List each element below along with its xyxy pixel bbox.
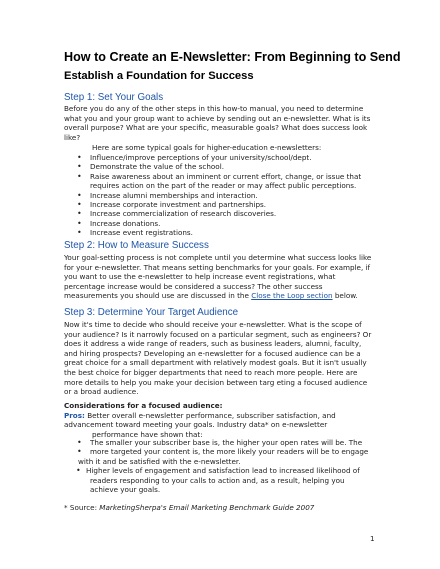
considerations-block [64,401,380,439]
step1-intro-line: Before you do any of the other steps in this how-to manual, you need to determine [64,104,364,113]
goals-list [64,153,384,238]
list-item-text: achieve your goals. [90,485,161,495]
list-item [64,191,384,200]
step1-list-intro [92,143,408,153]
paragraph-text: measurements you should use are discussed in the [64,291,249,301]
list-item-text: more targeted your content is, the more likely your readers will be to engage [90,447,369,457]
list-item [64,228,384,237]
step1-heading: Step 1: Set Your Goals [64,92,164,103]
list-item [64,219,384,228]
source-note [64,503,380,513]
list-item-text: The smaller your subscriber base is, the higher your open rates will be. The [90,438,363,447]
step3-body [64,320,380,397]
list-item-continued [64,476,384,485]
step1-intro-line: what you and your group want to achieve by sending out an e-newsletter. What is its [64,113,371,123]
bullet-icon: • [77,190,82,200]
source-citation: MarketingSherpa's Email Marketing Benchmark Guide 2007 [99,503,315,512]
list-item-text: readers responding to your calls to action and, as a result, helping you [90,475,345,485]
bullet-icon: • [77,153,82,162]
step1-list-intro-text: Here are some typical goals for higher-education e-newsletters: [92,143,322,152]
step2-heading: Step 2: How to Measure Success [64,240,209,251]
paragraph-line: for your e-newsletter. That means setting benchmarks for your goals. For example, if [64,262,371,272]
paragraph-line: advancement toward meeting your goals. Industry data* on e-newsletter [64,420,328,430]
paragraph-text: Better overall e-newsletter performance, subscriber satisfaction, and [87,410,336,420]
step1-intro-line: like? [64,132,81,142]
paragraph-text: below. [334,291,358,301]
list-item-continued [64,181,384,190]
paragraph-line: percentage increase would be considered a success? The other success [64,281,323,291]
list-item-text: Increase donations. [90,218,161,228]
list-item [64,172,384,181]
bullet-icon: • [77,447,82,457]
paragraph-line: or a broad audience. [64,387,139,397]
list-item-text: Influence/improve perceptions of your university/school/dept. [90,153,312,162]
pros-list [64,438,384,494]
step1-intro [64,104,380,142]
pros-line [64,411,380,421]
source-line [64,503,380,513]
list-item-text: requires action on the part of the reader or may affect public perceptions. [90,181,357,191]
step2-body [64,253,380,301]
bullet-icon: • [77,171,82,181]
bullet-icon: • [77,228,82,238]
source-prefix: * Source: [64,503,97,512]
list-item-continued [64,457,384,466]
step1-intro-line: overall purpose? What are your specific, measurable goals? What does success look [64,123,368,133]
bullet-icon: • [77,438,82,447]
list-item-text: with it and be satisfied with the e-newsletter. [78,456,241,466]
list-item-text: Demonstrate the value of the school. [90,162,224,172]
list-item [64,153,384,162]
paragraph-line: your audience? Is it narrowly focused on a particular segment, such as engineers? Or [64,329,372,339]
close-the-loop-link[interactable]: Close the Loop section [251,291,333,301]
list-item-text: Increase alumni memberships and interaction. [90,190,258,200]
bullet-icon: • [76,466,81,476]
page-title: How to Create an E-Newsletter: From Beginning to Send [64,50,401,64]
list-item-text: Increase corporate investment and partnerships. [90,200,267,210]
list-item-text: Increase event registrations. [90,228,193,238]
list-item [64,447,384,456]
paragraph-line: great choice for a small department with relatively modest goals. But it isn't usually [64,358,367,368]
bullet-icon: • [77,162,82,172]
pros-label: Pros: [64,410,85,420]
paragraph-line: and hiring prospects? Developing an e-newsletter for a focused audience can be a [64,348,361,358]
considerations-heading: Considerations for a focused audience: [64,401,223,410]
page-subtitle: Establish a Foundation for Success [64,70,254,82]
paragraph-line: does it address a wide range of readers, such as business leaders, alumni, faculty, [64,339,362,349]
paragraph-line: performance have shown that: [92,429,203,439]
list-item [64,466,384,475]
list-item-text: Raise awareness about an imminent or current effort, change, or issue that [90,171,362,181]
list-item [64,209,384,218]
paragraph-line: you want to use the e-newsletter to help increase event registrations, what [64,272,336,282]
bullet-icon: • [77,200,82,210]
paragraph-line-with-link [64,291,380,301]
list-item [64,438,384,447]
paragraph-line: the best choice for bigger departments that need to reach more people. Here are [64,367,358,377]
paragraph-line: Your goal-setting process is not complete until you determine what success looks like [64,253,372,262]
list-item [64,200,384,209]
paragraph-line: Now it's time to decide who should receive your e-newsletter. What is the scope of [64,320,362,329]
list-item-text: Higher levels of engagement and satisfaction lead to increased likelihood of [86,466,360,476]
list-item-continued [64,485,384,494]
paragraph-line: more details to help you make your decision between targ eting a focused audience [64,377,368,387]
page-number: 1 [370,534,375,543]
bullet-icon: • [77,218,82,228]
bullet-icon: • [77,209,82,219]
list-item-text: Increase commercialization of research discoveries. [90,209,277,219]
list-item [64,162,384,171]
step3-heading: Step 3: Determine Your Target Audience [64,307,239,318]
